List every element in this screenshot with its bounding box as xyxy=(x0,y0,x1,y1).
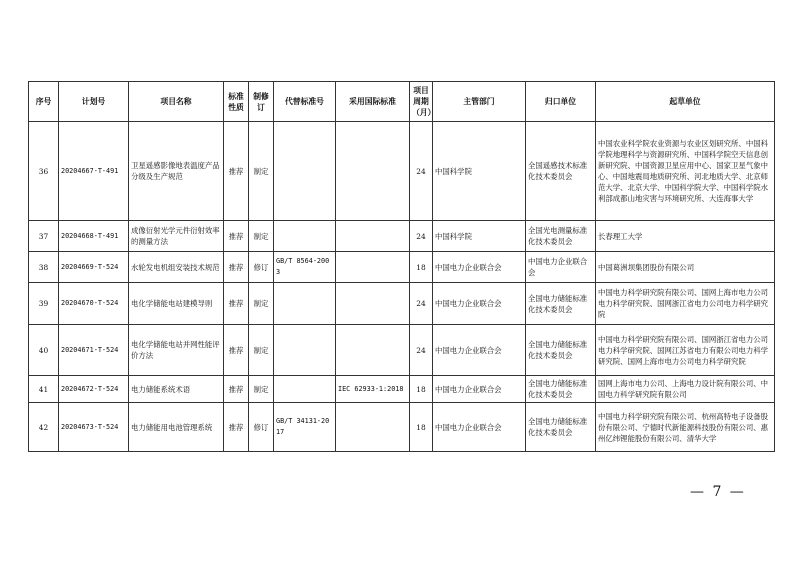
cell-project-name: 电力储能用电池管理系统 xyxy=(129,403,224,452)
cell-drafting-units: 长春理工大学 xyxy=(596,221,775,252)
cell-international-standard xyxy=(336,122,410,221)
cell-standard-nature: 推荐 xyxy=(224,252,249,283)
cell-plan-number: 20204672-T-524 xyxy=(59,376,129,403)
cell-standard-nature: 推荐 xyxy=(224,325,249,376)
cell-project-period: 24 xyxy=(410,283,433,325)
cell-authority: 中国电力企业联合会 xyxy=(433,403,526,452)
cell-technical-committee: 全国电力储能标准化技术委员会 xyxy=(526,403,596,452)
cell-authority: 中国科学院 xyxy=(433,122,526,221)
cell-project-name: 水轮发电机组安装技术规范 xyxy=(129,252,224,283)
cell-revision-type: 修订 xyxy=(249,403,274,452)
cell-seq: 42 xyxy=(29,403,59,452)
cell-seq: 39 xyxy=(29,283,59,325)
cell-seq: 37 xyxy=(29,221,59,252)
cell-technical-committee: 全国遥感技术标准化技术委员会 xyxy=(526,122,596,221)
cell-project-period: 24 xyxy=(410,325,433,376)
cell-authority: 中国电力企业联合会 xyxy=(433,325,526,376)
cell-project-period: 18 xyxy=(410,376,433,403)
cell-drafting-units: 中国电力科学研究院有限公司、国网上海市电力公司电力科学研究院、国网浙江省电力公司电力科学研究院 xyxy=(596,283,775,325)
cell-revision-type: 制定 xyxy=(249,122,274,221)
cell-international-standard: IEC 62933-1:2018 xyxy=(336,376,410,403)
cell-seq: 38 xyxy=(29,252,59,283)
cell-plan-number: 20204669-T-524 xyxy=(59,252,129,283)
cell-revision-type: 制定 xyxy=(249,283,274,325)
cell-project-name: 电力储能系统术语 xyxy=(129,376,224,403)
cell-standard-nature: 推荐 xyxy=(224,283,249,325)
cell-replaced-standard xyxy=(274,325,336,376)
cell-project-period: 24 xyxy=(410,221,433,252)
cell-drafting-units: 中国电力科学研究院有限公司、杭州高特电子设备股份有限公司、宁德时代新能源科技股份有限公司、惠州亿纬锂能股份有限公司、清华大学 xyxy=(596,403,775,452)
cell-seq: 41 xyxy=(29,376,59,403)
cell-plan-number: 20204670-T-524 xyxy=(59,283,129,325)
cell-plan-number: 20204668-T-491 xyxy=(59,221,129,252)
table-row xyxy=(29,325,775,376)
cell-project-name: 卫星遥感影像地表温度产品分级及生产规范 xyxy=(129,122,224,221)
cell-plan-number: 20204673-T-524 xyxy=(59,403,129,452)
header-technical-committee: 归口单位 xyxy=(526,82,596,122)
cell-replaced-standard: GB/T 8564-2003 xyxy=(274,252,336,283)
cell-international-standard xyxy=(336,403,410,452)
cell-project-period: 18 xyxy=(410,252,433,283)
header-project-period: 项目周期（月） xyxy=(410,82,433,122)
cell-revision-type: 修订 xyxy=(249,252,274,283)
cell-project-period: 18 xyxy=(410,403,433,452)
cell-technical-committee: 全国电力储能标准化技术委员会 xyxy=(526,283,596,325)
table-row xyxy=(29,122,775,221)
cell-standard-nature: 推荐 xyxy=(224,376,249,403)
cell-project-period: 24 xyxy=(410,122,433,221)
table-row xyxy=(29,221,775,252)
header-seq: 序号 xyxy=(29,82,59,122)
standards-project-table xyxy=(28,81,775,452)
cell-drafting-units: 中国农业科学院农业资源与农业区划研究所、中国科学院地理科学与资源研究所、中国科学院空天信息创新研究院、中国资源卫星应用中心、国家卫星气象中心、中国地震局地质研究所、河北地质大学、北京师范大学、北京大学、中国科学院大学、中国科学院水利部成都山地灾害与环境研究所、大连海事大学 xyxy=(596,122,775,221)
cell-seq: 40 xyxy=(29,325,59,376)
header-authority: 主管部门 xyxy=(433,82,526,122)
cell-international-standard xyxy=(336,325,410,376)
cell-revision-type: 制定 xyxy=(249,325,274,376)
cell-replaced-standard xyxy=(274,221,336,252)
cell-project-name: 电化学储能电站并网性能评价方法 xyxy=(129,325,224,376)
cell-international-standard xyxy=(336,283,410,325)
cell-project-name: 电化学储能电站建模导则 xyxy=(129,283,224,325)
table-row xyxy=(29,283,775,325)
cell-revision-type: 制定 xyxy=(249,221,274,252)
cell-technical-committee: 中国电力企业联合会 xyxy=(526,252,596,283)
header-plan-number: 计划号 xyxy=(59,82,129,122)
header-revision-type: 制修订 xyxy=(249,82,274,122)
cell-technical-committee: 全国电力储能标准化技术委员会 xyxy=(526,376,596,403)
cell-authority: 中国电力企业联合会 xyxy=(433,252,526,283)
cell-drafting-units: 国网上海市电力公司、上海电力设计院有限公司、中国电力科学研究院有限公司 xyxy=(596,376,775,403)
cell-technical-committee: 全国电力储能标准化技术委员会 xyxy=(526,325,596,376)
cell-replaced-standard xyxy=(274,283,336,325)
cell-standard-nature: 推荐 xyxy=(224,122,249,221)
cell-plan-number: 20204671-T-524 xyxy=(59,325,129,376)
cell-technical-committee: 全国光电测量标准化技术委员会 xyxy=(526,221,596,252)
cell-international-standard xyxy=(336,221,410,252)
header-replaced-standard: 代替标准号 xyxy=(274,82,336,122)
cell-revision-type: 制定 xyxy=(249,376,274,403)
cell-authority: 中国科学院 xyxy=(433,221,526,252)
cell-seq: 36 xyxy=(29,122,59,221)
cell-plan-number: 20204667-T-491 xyxy=(59,122,129,221)
header-project-name: 项目名称 xyxy=(129,82,224,122)
header-standard-nature: 标准性质 xyxy=(224,82,249,122)
cell-replaced-standard: GB/T 34131-2017 xyxy=(274,403,336,452)
cell-drafting-units: 中国电力科学研究院有限公司、国网浙江省电力公司电力科学研究院、国网江苏省电力有限公司电力科学研究院、国网上海市电力公司电力科学研究院 xyxy=(596,325,775,376)
cell-drafting-units: 中国葛洲坝集团股份有限公司 xyxy=(596,252,775,283)
table-row xyxy=(29,252,775,283)
table-row xyxy=(29,403,775,452)
cell-authority: 中国电力企业联合会 xyxy=(433,283,526,325)
cell-authority: 中国电力企业联合会 xyxy=(433,376,526,403)
cell-replaced-standard xyxy=(274,376,336,403)
header-international-standard: 采用国际标准 xyxy=(336,82,410,122)
cell-standard-nature: 推荐 xyxy=(224,403,249,452)
cell-standard-nature: 推荐 xyxy=(224,221,249,252)
page-number: — 7 — xyxy=(690,484,746,500)
cell-international-standard xyxy=(336,252,410,283)
table-header-row xyxy=(29,82,775,122)
cell-replaced-standard xyxy=(274,122,336,221)
cell-project-name: 成像衍射光学元件衍射效率的测量方法 xyxy=(129,221,224,252)
header-drafting-units: 起草单位 xyxy=(596,82,775,122)
table-row xyxy=(29,376,775,403)
